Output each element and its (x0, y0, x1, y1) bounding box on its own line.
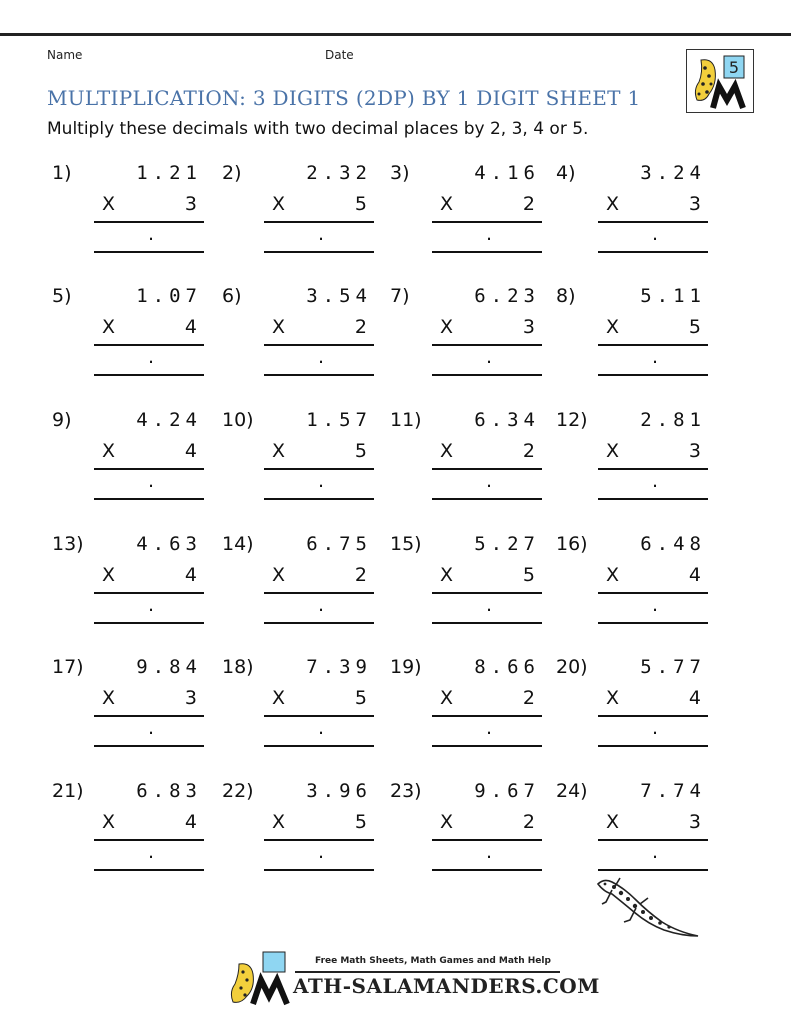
problem-number: 8) (556, 285, 576, 307)
answer-line[interactable] (598, 374, 708, 376)
multiply-sign: X (606, 811, 620, 833)
digit-multiplier: 4 (184, 564, 197, 586)
badge-number: 5 (728, 58, 740, 77)
problem-number: 2) (222, 162, 242, 184)
digit-multiplier: 2 (354, 316, 367, 338)
multiply-sign: X (102, 193, 116, 215)
decimal-operand: 1.07 (136, 285, 202, 307)
multiply-sign: X (272, 440, 286, 462)
multiply-sign: X (606, 193, 620, 215)
problem-14 (222, 533, 382, 643)
answer-decimal-point: . (318, 223, 325, 245)
multiply-sign: X (606, 564, 620, 586)
problem-8 (556, 285, 716, 395)
answer-line[interactable] (264, 869, 374, 871)
digit-multiplier: 3 (184, 687, 197, 709)
answer-decimal-point: . (148, 841, 155, 863)
decimal-operand: 4.16 (474, 162, 540, 184)
problem-15 (390, 533, 550, 643)
answer-decimal-point: . (486, 594, 493, 616)
problem-number: 22) (222, 780, 254, 802)
problem-3 (390, 162, 550, 272)
decimal-operand: 3.54 (306, 285, 372, 307)
answer-line[interactable] (598, 869, 708, 871)
answer-decimal-point: . (652, 223, 659, 245)
digit-multiplier: 5 (688, 316, 701, 338)
multiply-sign: X (440, 564, 454, 586)
problem-22 (222, 780, 382, 890)
multiply-sign: X (440, 811, 454, 833)
answer-decimal-point: . (148, 717, 155, 739)
answer-decimal-point: . (148, 470, 155, 492)
answer-decimal-point: . (486, 717, 493, 739)
answer-line[interactable] (432, 374, 542, 376)
multiply-sign: X (272, 316, 286, 338)
decimal-operand: 2.81 (640, 409, 706, 431)
answer-line[interactable] (264, 745, 374, 747)
problem-12 (556, 409, 716, 519)
answer-line[interactable] (264, 251, 374, 253)
decimal-operand: 2.32 (306, 162, 372, 184)
decimal-operand: 1.57 (306, 409, 372, 431)
problem-7 (390, 285, 550, 395)
digit-multiplier: 3 (688, 193, 701, 215)
digit-multiplier: 3 (522, 316, 535, 338)
answer-line[interactable] (94, 498, 204, 500)
digit-multiplier: 4 (184, 316, 197, 338)
decimal-operand: 7.74 (640, 780, 706, 802)
answer-decimal-point: . (652, 841, 659, 863)
answer-line[interactable] (94, 374, 204, 376)
problem-16 (556, 533, 716, 643)
answer-decimal-point: . (652, 594, 659, 616)
digit-multiplier: 3 (688, 440, 701, 462)
answer-line[interactable] (432, 745, 542, 747)
problem-21 (52, 780, 212, 890)
answer-decimal-point: . (652, 470, 659, 492)
problem-number: 19) (390, 656, 422, 678)
site-footer (225, 950, 600, 1006)
answer-line[interactable] (432, 622, 542, 624)
footer-site-name: ATH-SALAMANDERS.COM (293, 974, 600, 998)
multiply-sign: X (606, 440, 620, 462)
digit-multiplier: 2 (354, 564, 367, 586)
answer-line[interactable] (598, 745, 708, 747)
salamander-illustration (590, 874, 702, 944)
answer-line[interactable] (598, 251, 708, 253)
problem-number: 18) (222, 656, 254, 678)
answer-line[interactable] (598, 498, 708, 500)
multiply-sign: X (440, 193, 454, 215)
answer-line[interactable] (432, 251, 542, 253)
answer-line[interactable] (264, 498, 374, 500)
decimal-operand: 9.84 (136, 656, 202, 678)
digit-multiplier: 3 (184, 193, 197, 215)
problem-number: 12) (556, 409, 588, 431)
answer-decimal-point: . (318, 717, 325, 739)
problem-1 (52, 162, 212, 272)
problem-number: 16) (556, 533, 588, 555)
multiply-sign: X (102, 564, 116, 586)
multiply-sign: X (606, 316, 620, 338)
multiply-sign: X (272, 687, 286, 709)
digit-multiplier: 4 (688, 687, 701, 709)
problem-number: 14) (222, 533, 254, 555)
decimal-operand: 6.48 (640, 533, 706, 555)
answer-decimal-point: . (486, 346, 493, 368)
problem-number: 11) (390, 409, 422, 431)
decimal-operand: 3.24 (640, 162, 706, 184)
decimal-operand: 4.24 (136, 409, 202, 431)
problem-18 (222, 656, 382, 766)
problem-number: 7) (390, 285, 410, 307)
answer-line[interactable] (94, 251, 204, 253)
problem-number: 3) (390, 162, 410, 184)
answer-decimal-point: . (148, 223, 155, 245)
problem-number: 13) (52, 533, 84, 555)
digit-multiplier: 3 (688, 811, 701, 833)
problem-5 (52, 285, 212, 395)
problem-number: 15) (390, 533, 422, 555)
answer-line[interactable] (94, 745, 204, 747)
multiply-sign: X (272, 564, 286, 586)
answer-decimal-point: . (148, 346, 155, 368)
footer-logo-icon (225, 950, 295, 1006)
decimal-operand: 7.39 (306, 656, 372, 678)
footer-rule (295, 971, 560, 973)
digit-multiplier: 2 (522, 687, 535, 709)
digit-multiplier: 2 (522, 440, 535, 462)
multiply-sign: X (102, 316, 116, 338)
digit-multiplier: 5 (354, 687, 367, 709)
decimal-operand: 1.21 (136, 162, 202, 184)
answer-line[interactable] (264, 374, 374, 376)
answer-decimal-point: . (486, 223, 493, 245)
answer-decimal-point: . (486, 841, 493, 863)
multiply-sign: X (440, 316, 454, 338)
problem-6 (222, 285, 382, 395)
digit-multiplier: 5 (354, 193, 367, 215)
footer-tagline: Free Math Sheets, Math Games and Math Help (315, 956, 551, 966)
problem-23 (390, 780, 550, 890)
problem-2 (222, 162, 382, 272)
problem-number: 10) (222, 409, 254, 431)
decimal-operand: 5.11 (640, 285, 706, 307)
problem-number: 5) (52, 285, 72, 307)
problem-number: 20) (556, 656, 588, 678)
answer-line[interactable] (432, 498, 542, 500)
digit-multiplier: 2 (522, 811, 535, 833)
salamander-logo (686, 49, 754, 113)
problem-19 (390, 656, 550, 766)
answer-decimal-point: . (148, 594, 155, 616)
multiply-sign: X (272, 811, 286, 833)
name-label: Name (47, 48, 83, 62)
answer-decimal-point: . (652, 346, 659, 368)
answer-decimal-point: . (318, 470, 325, 492)
decimal-operand: 3.96 (306, 780, 372, 802)
decimal-operand: 6.23 (474, 285, 540, 307)
multiply-sign: X (272, 193, 286, 215)
decimal-operand: 5.27 (474, 533, 540, 555)
problem-4 (556, 162, 716, 272)
problem-number: 24) (556, 780, 588, 802)
multiply-sign: X (606, 687, 620, 709)
problem-11 (390, 409, 550, 519)
answer-line[interactable] (432, 869, 542, 871)
answer-line[interactable] (264, 622, 374, 624)
answer-line[interactable] (94, 869, 204, 871)
problem-number: 9) (52, 409, 72, 431)
problem-number: 1) (52, 162, 72, 184)
page-title: MULTIPLICATION: 3 DIGITS (2DP) BY 1 DIGIT SHEET 1 (47, 86, 641, 110)
digit-multiplier: 5 (354, 440, 367, 462)
digit-multiplier: 4 (688, 564, 701, 586)
decimal-operand: 9.67 (474, 780, 540, 802)
problem-9 (52, 409, 212, 519)
answer-decimal-point: . (318, 841, 325, 863)
decimal-operand: 8.66 (474, 656, 540, 678)
multiply-sign: X (440, 440, 454, 462)
decimal-operand: 4.63 (136, 533, 202, 555)
answer-decimal-point: . (318, 346, 325, 368)
answer-line[interactable] (598, 622, 708, 624)
problem-13 (52, 533, 212, 643)
problem-17 (52, 656, 212, 766)
digit-multiplier: 5 (522, 564, 535, 586)
digit-multiplier: 4 (184, 811, 197, 833)
decimal-operand: 5.77 (640, 656, 706, 678)
answer-decimal-point: . (486, 470, 493, 492)
problem-20 (556, 656, 716, 766)
multiply-sign: X (440, 687, 454, 709)
digit-multiplier: 4 (184, 440, 197, 462)
digit-multiplier: 5 (354, 811, 367, 833)
answer-decimal-point: . (318, 594, 325, 616)
problem-number: 17) (52, 656, 84, 678)
multiply-sign: X (102, 440, 116, 462)
problem-number: 21) (52, 780, 84, 802)
multiply-sign: X (102, 811, 116, 833)
date-label: Date (325, 48, 354, 62)
top-rule (0, 33, 791, 36)
answer-line[interactable] (94, 622, 204, 624)
digit-multiplier: 2 (522, 193, 535, 215)
problem-number: 4) (556, 162, 576, 184)
decimal-operand: 6.75 (306, 533, 372, 555)
problem-number: 23) (390, 780, 422, 802)
multiply-sign: X (102, 687, 116, 709)
instructions: Multiply these decimals with two decimal places by 2, 3, 4 or 5. (47, 119, 589, 139)
decimal-operand: 6.34 (474, 409, 540, 431)
problem-10 (222, 409, 382, 519)
decimal-operand: 6.83 (136, 780, 202, 802)
answer-decimal-point: . (652, 717, 659, 739)
problem-number: 6) (222, 285, 242, 307)
